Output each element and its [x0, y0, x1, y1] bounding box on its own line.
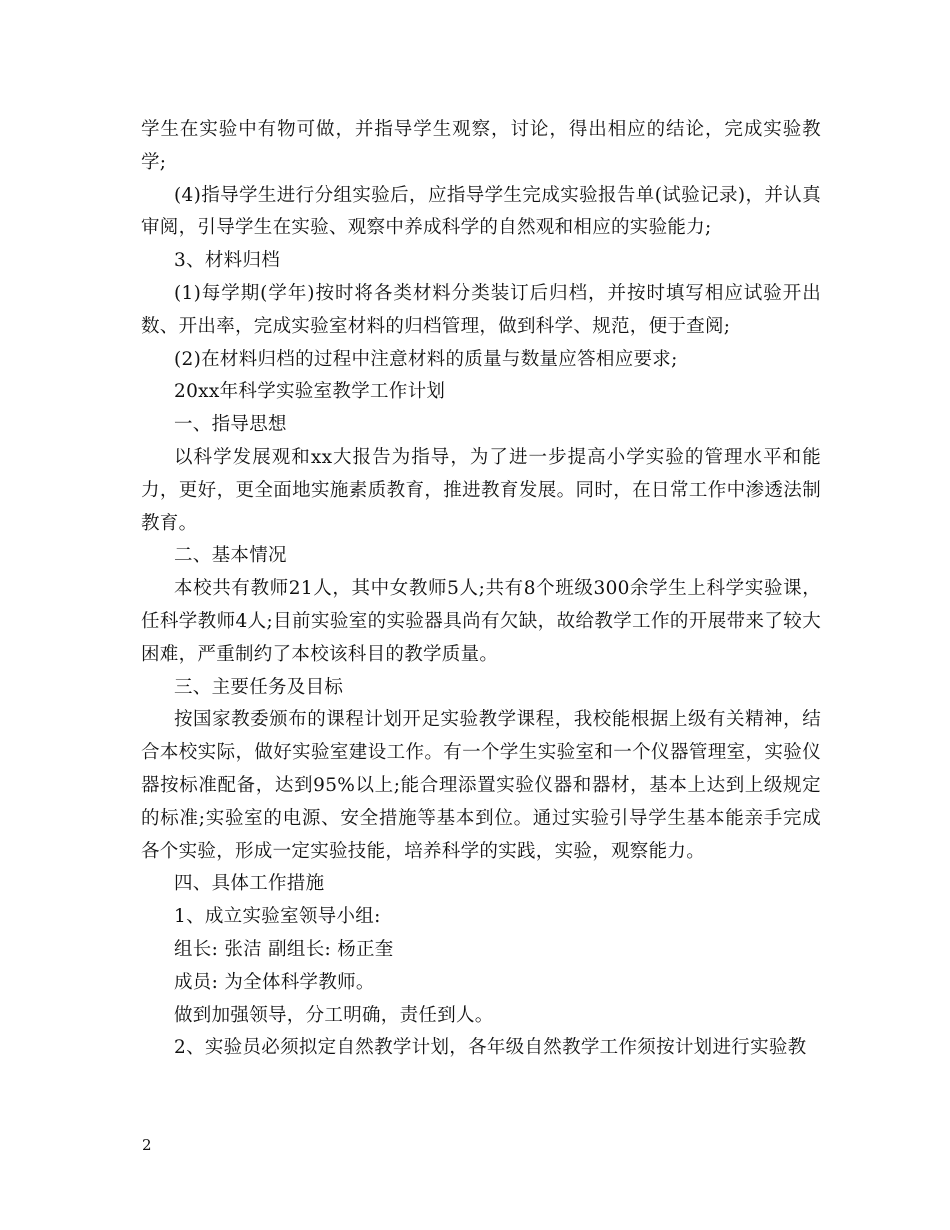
- page-number: 2: [142, 1136, 152, 1154]
- paragraph-continuation: 学生在实验中有物可做，并指导学生观察，讨论，得出相应的结论，完成实验教学;: [141, 119, 821, 173]
- paragraph-leadership-group: 1、成立实验室领导小组:: [174, 906, 381, 928]
- paragraph-item-1: (1)每学期(学年)按时将各类材料分类装订后归档，并按时填写相应试验开出数、开出率，完成实验室材料的归档管理，做到科学、规范，便于查阅;: [141, 282, 821, 337]
- heading-main-tasks: 三、主要任务及目标: [174, 676, 344, 698]
- paragraph-teaching-plan: 2、实验员必须拟定自然教学计划，各年级自然教学工作须按计划进行实验教: [174, 1037, 807, 1059]
- heading-basic-situation: 二、基本情况: [174, 545, 287, 567]
- paragraph-responsibility: 做到加强领导，分工明确，责任到人。: [174, 1004, 494, 1026]
- heading-guiding-ideology: 一、指导思想: [174, 414, 287, 436]
- document-body: [141, 114, 821, 1065]
- paragraph-item-2: (2)在材料归档的过程中注意材料的质量与数量应答相应要求;: [174, 348, 678, 370]
- paragraph-members: 成员: 为全体科学教师。: [174, 971, 375, 993]
- paragraph-basic-situation: 本校共有教师21人，其中女教师5人;共有8个班级300余学生上科学实验课，任科学教师4人;目前实验室的实验器具尚有欠缺，故给教学工作的开展带来了较大困难，严重制约了本校该科目的教学质量。: [141, 578, 821, 665]
- paragraph-guiding-ideology: 以科学发展观和xx大报告为指导，为了进一步提高小学实验的管理水平和能力，更好，更全面地实施素质教育，推进教育发展。同时，在日常工作中渗透法制教育。: [141, 446, 821, 534]
- paragraph-item-4: (4)指导学生进行分组实验后，应指导学生完成实验报告单(试验记录)，并认真审阅，引导学生在实验、观察中养成科学的自然观和相应的实验能力;: [141, 184, 821, 239]
- heading-work-measures: 四、具体工作措施: [174, 873, 325, 895]
- paragraph-group-leaders: 组长: 张洁 副组长: 杨正奎: [174, 938, 394, 960]
- paragraph-main-tasks: 按国家教委颁布的课程计划开足实验教学课程，我校能根据上级有关精神，结合本校实际，做好实验室建设工作。有一个学生实验室和一个仪器管理室，实验仪器按标准配备，达到95%以上;能合理添置实验仪器和器材，基本上达到上级规定的标准;实验室的电源、安全措施等基本到位。通过实验引导学生基本能亲手完成各个实验，形成一定实验技能，培养科学的实践，实验，观察能力。: [141, 709, 821, 862]
- heading-materials-archive: 3、材料归档: [174, 250, 281, 272]
- section-title: 20xx年科学实验室教学工作计划: [174, 381, 446, 403]
